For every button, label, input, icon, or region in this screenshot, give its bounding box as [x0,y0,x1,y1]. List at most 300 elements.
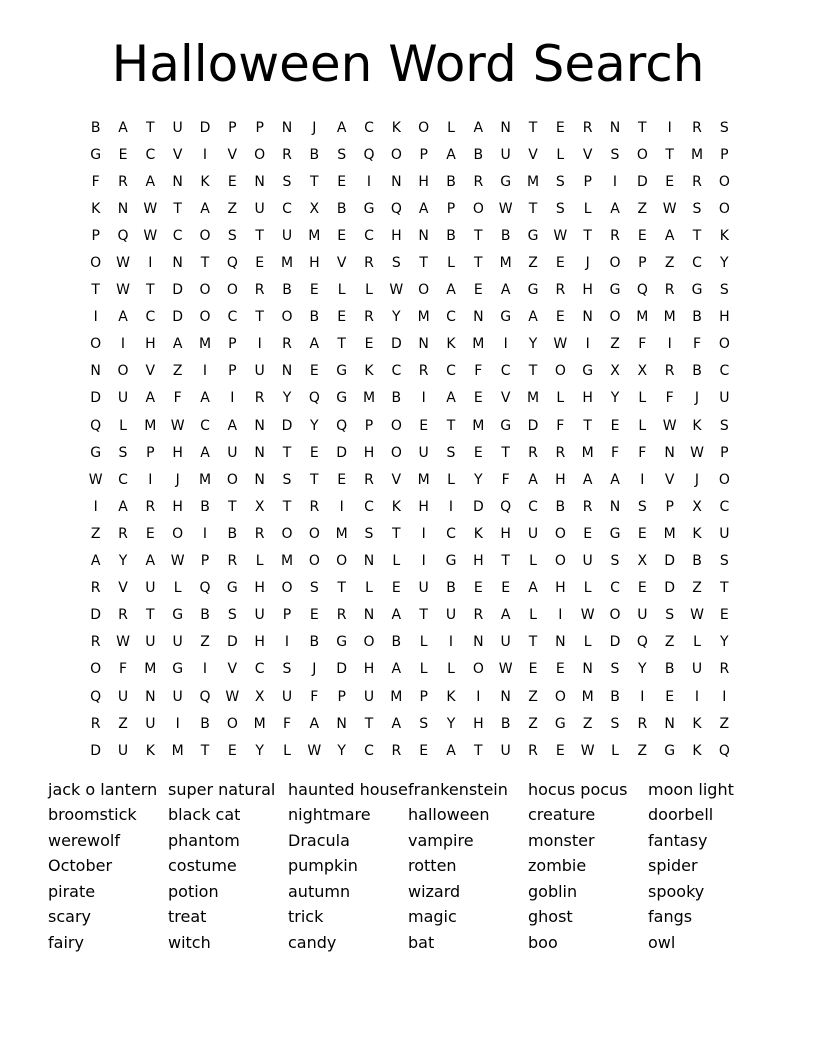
grid-cell: M [417,471,430,488]
grid-cell: W [662,200,677,217]
grid-cell: O [117,363,129,380]
grid-cell: O [281,309,293,326]
grid-cell: U [145,715,156,732]
grid-cell: W [580,607,595,624]
grid-cell: R [90,580,101,597]
grid-cell: Q [390,200,402,217]
grid-cell: E [337,471,347,488]
grid-cell: T [528,363,538,380]
grid-cell: I [421,390,426,407]
grid-row [82,385,738,412]
grid-cell: B [555,498,566,515]
grid-cell: K [692,525,702,542]
grid-cell: D [90,742,102,759]
grid-cell: B [336,200,347,217]
grid-cell: B [282,282,292,299]
word-list-item: goblin [528,881,578,901]
grid-cell: R [118,525,128,542]
grid-cell: I [230,390,235,407]
grid-cell: O [390,444,402,461]
word-list-item: werewolf [48,830,120,850]
grid-cell: O [199,282,211,299]
grid-cell: H [582,390,593,407]
grid-cell: A [391,715,402,732]
grid-cell: N [609,119,621,136]
grid-cell: E [255,255,265,272]
grid-cell: U [172,634,183,651]
grid-cell: M [390,688,403,705]
grid-cell: X [254,498,265,515]
grid-cell: M [663,309,676,326]
grid-cell: C [200,417,210,434]
grid-cell: U [254,607,265,624]
grid-cell: I [667,119,672,136]
grid-cell: C [145,309,156,326]
grid-cell: S [118,444,128,461]
grid-cell: J [694,471,700,488]
grid-cell: U [719,525,730,542]
grid-cell: C [446,525,456,542]
grid-cell: J [312,119,317,136]
grid-cell: R [118,607,128,624]
grid-cell: O [718,173,730,190]
grid-cell: M [253,715,266,732]
grid-cell: O [554,688,566,705]
grid-cell: G [90,146,102,163]
grid-cell: K [364,363,374,380]
grid-cell: E [419,417,429,434]
grid-cell: Y [720,634,729,651]
grid-cell: R [582,498,593,515]
grid-cell: T [200,255,210,272]
grid-cell: F [173,390,182,407]
grid-cell: K [473,525,483,542]
grid-cell: G [226,580,238,597]
grid-cell: A [309,336,320,353]
grid-cell: M [636,309,649,326]
grid-cell: F [310,688,319,705]
grid-cell: I [120,336,126,353]
grid-cell: C [446,309,456,326]
grid-cell: O [472,200,484,217]
grid-row [82,249,738,276]
grid-cell: A [145,390,156,407]
grid-cell: N [664,444,675,461]
grid-cell: I [366,173,372,190]
grid-cell: B [446,580,456,597]
grid-cell: T [720,580,729,597]
grid-cell: Z [200,634,210,651]
grid-cell: K [446,688,456,705]
grid-cell: L [392,553,401,570]
grid-cell: H [363,661,375,678]
grid-cell: R [364,471,374,488]
grid-cell: O [554,363,566,380]
word-list-item: trick [288,907,324,927]
grid-cell: B [692,363,702,380]
grid-cell: O [90,661,102,678]
grid-cell: P [255,119,264,136]
grid-cell: T [419,607,428,624]
grid-cell: W [116,282,130,299]
word-list-item: spider [648,856,698,876]
grid-cell: T [255,309,264,326]
grid-cell: M [499,255,512,272]
grid-cell: M [198,336,212,353]
grid-cell: N [609,498,621,515]
grid-cell: A [446,742,456,759]
grid-cell: Q [117,227,129,244]
grid-cell: L [556,390,565,407]
grid-cell: T [528,634,538,651]
grid-cell: M [581,688,594,705]
grid-cell: B [664,661,675,678]
grid-cell: V [528,146,538,163]
grid-cell: M [362,390,376,407]
grid-cell: O [281,525,293,542]
grid-cell: U [719,390,730,407]
grid-cell: W [690,607,704,624]
grid-cell: G [336,363,348,380]
grid-cell: C [118,471,128,488]
grid-cell: D [609,634,621,651]
grid-cell: M [280,553,294,570]
word-list-item: jack o lantern [48,779,158,799]
word-list-item: scary [48,907,91,927]
grid-cell: G [582,363,594,380]
grid-cell: C [254,661,265,678]
grid-cell: J [585,255,590,272]
grid-cell: A [200,390,210,407]
grid-cell: Q [199,580,211,597]
grid-cell: B [200,498,210,515]
grid-cell: W [307,742,322,759]
grid-cell: F [91,173,100,190]
grid-cell: N [582,661,593,678]
grid-cell: R [418,363,429,380]
grid-cell: O [90,336,102,353]
grid-cell: P [228,119,237,136]
grid-cell: F [692,336,702,353]
grid-cell: N [664,715,675,732]
grid-cell: P [337,688,346,705]
grid-cell: T [583,417,592,434]
grid-cell: M [144,417,157,434]
grid-cell: C [692,255,702,272]
grid-cell: G [336,634,348,651]
grid-cell: M [308,227,321,244]
grid-cell: E [637,227,647,244]
grid-cell: B [309,146,320,163]
word-list-item: zombie [528,856,587,876]
grid-cell: D [664,580,676,597]
grid-cell: P [364,417,374,434]
grid-cell: Z [582,715,593,732]
grid-cell: Y [638,661,647,678]
grid-row [82,656,738,683]
grid-cell: I [202,661,208,678]
grid-cell: O [226,715,238,732]
grid-cell: L [447,119,455,136]
grid-cell: Z [719,715,730,732]
grid-cell: S [719,417,729,434]
grid-cell: O [718,336,730,353]
grid-cell: T [228,498,237,515]
word-list-item: wizard [408,881,461,901]
grid-row [82,168,738,195]
grid-cell: E [665,173,675,190]
grid-cell: N [117,200,129,217]
grid-cell: S [665,607,675,624]
grid-cell: M [581,444,594,461]
grid-cell: R [664,282,675,299]
grid-cell: O [336,553,348,570]
grid-cell: G [500,417,512,434]
grid-cell: U [363,688,375,705]
grid-cell: G [527,282,539,299]
grid-cell: H [555,580,566,597]
grid-cell: W [225,688,240,705]
grid-cell: O [199,309,211,326]
grid-cell: P [146,444,155,461]
grid-cell: W [116,255,130,272]
grid-cell: R [309,498,320,515]
grid-cell: T [255,227,264,244]
grid-row [82,439,738,466]
grid-cell: U [418,580,429,597]
grid-cell: N [254,471,265,488]
grid-cell: E [145,525,155,542]
grid-cell: T [474,227,483,244]
grid-cell: Q [199,688,211,705]
grid-cell: X [637,363,648,380]
grid-cell: M [144,661,157,678]
grid-cell: N [555,634,566,651]
grid-cell: H [391,227,402,244]
grid-cell: N [582,309,593,326]
grid-cell: T [200,742,210,759]
grid-cell: L [447,255,455,272]
grid-cell: G [609,525,621,542]
grid-cell: L [583,580,592,597]
grid-cell: U [254,363,265,380]
grid-cell: S [419,715,429,732]
grid-cell: A [528,309,538,326]
grid-cell: N [418,336,429,353]
grid-cell: O [718,200,730,217]
word-list-item: halloween [408,805,490,825]
grid-cell: B [692,553,702,570]
grid-cell: Q [363,146,375,163]
grid-cell: O [418,282,430,299]
grid-cell: U [500,146,511,163]
grid-cell: W [498,200,513,217]
grid-cell: H [500,525,511,542]
grid-cell: S [391,255,401,272]
grid-cell: R [90,715,101,732]
grid-cell: W [143,227,158,244]
grid-cell: R [528,742,538,759]
grid-cell: W [88,471,103,488]
grid-cell: O [609,309,621,326]
grid-cell: T [474,255,483,272]
word-list-item: frankenstein [408,779,508,799]
grid-cell: I [339,498,344,515]
grid-cell: A [446,282,456,299]
grid-cell: M [171,742,184,759]
grid-cell: V [582,146,593,163]
grid-cell: C [528,498,538,515]
grid-cell: O [390,417,402,434]
grid-cell: P [91,227,100,244]
grid-cell: L [583,200,592,217]
grid-cell: A [309,715,320,732]
grid-cell: Y [720,255,729,272]
grid-cell: E [227,173,237,190]
grid-cell: S [337,146,347,163]
grid-cell: K [446,336,456,353]
word-list-item: spooky [648,881,705,901]
grid-cell: M [198,471,212,488]
grid-cell: N [172,255,183,272]
word-list-item: monster [528,830,595,850]
grid-cell: K [91,200,101,217]
word-list-item: Dracula [288,830,350,850]
grid-cell: Q [500,498,512,515]
grid-cell: Y [282,390,292,407]
grid-cell: R [610,227,620,244]
grid-cell: K [391,498,401,515]
grid-cell: R [555,282,566,299]
grid-cell: R [528,444,538,461]
grid-cell: R [145,498,156,515]
grid-cell: F [474,363,483,380]
grid-row [82,277,738,304]
grid-cell: Y [118,553,128,570]
grid-cell: H [309,255,320,272]
grid-cell: P [638,255,647,272]
grid-cell: L [365,282,373,299]
grid-cell: R [637,715,648,732]
grid-cell: S [637,498,647,515]
grid-cell: A [446,390,456,407]
grid-cell: I [93,309,98,326]
grid-cell: C [172,227,183,244]
grid-cell: C [227,309,238,326]
grid-cell: U [172,119,183,136]
grid-cell: P [419,688,428,705]
grid-cell: E [364,336,374,353]
grid-cell: N [473,309,484,326]
grid-cell: E [637,525,647,542]
grid-cell: E [309,363,319,380]
grid-cell: N [172,173,183,190]
word-list-item: ghost [528,907,573,927]
grid-cell: M [280,255,294,272]
grid-cell: C [500,363,511,380]
grid-cell: Z [664,255,675,272]
grid-cell: C [391,363,402,380]
grid-cell: R [364,255,374,272]
grid-cell: F [118,661,128,678]
grid-cell: Q [336,417,348,434]
grid-cell: L [638,390,647,407]
grid-cell: A [227,417,238,434]
grid-cell: I [202,363,208,380]
grid-cell: M [663,525,676,542]
grid-cell: R [364,309,374,326]
grid-cell: S [282,661,292,678]
grid-cell: T [665,146,674,163]
grid-cell: S [282,471,292,488]
word-list-item: October [48,856,113,876]
grid-cell: G [172,661,184,678]
grid-cell: M [335,525,348,542]
grid-cell: O [281,580,293,597]
grid-cell: P [446,200,456,217]
grid-cell: T [528,119,538,136]
grid-cell: A [118,309,128,326]
grid-cell: R [254,390,265,407]
grid-cell: T [310,173,319,190]
grid-cell: S [555,173,565,190]
grid-cell: L [583,634,592,651]
grid-cell: E [118,146,128,163]
grid-cell: S [364,525,374,542]
grid-cell: U [117,390,129,407]
grid-cell: P [200,553,210,570]
grid-cell: L [419,661,428,678]
grid-cell: V [500,390,511,407]
grid-cell: L [447,471,455,488]
grid-cell: Q [636,282,648,299]
grid-cell: D [336,661,348,678]
grid-cell: O [554,553,566,570]
grid-cell: N [500,688,511,705]
grid-cell: O [90,255,102,272]
grid-cell: E [391,580,401,597]
word-list-item: pirate [48,881,96,901]
grid-cell: G [172,607,184,624]
grid-row [82,141,738,168]
grid-cell: Y [528,336,538,353]
grid-cell: A [172,336,183,353]
grid-cell: H [418,173,429,190]
grid-cell: A [500,282,511,299]
grid-cell: T [337,336,346,353]
grid-cell: S [692,200,702,217]
grid-cell: K [692,715,702,732]
grid-cell: L [693,634,701,651]
grid-cell: L [611,742,619,759]
grid-cell: S [227,607,237,624]
grid-cell: N [145,688,156,705]
word-list-item: vampire [408,830,474,850]
grid-cell: U [582,553,593,570]
grid-cell: E [719,607,729,624]
grid-cell: A [473,119,484,136]
word-list-item: fairy [48,932,84,952]
grid-cell: N [363,607,375,624]
grid-cell: U [281,227,293,244]
grid-cell: I [640,471,645,488]
grid-row [82,195,738,222]
grid-cell: K [692,742,702,759]
grid-cell: D [172,282,184,299]
grid-cell: R [719,661,730,678]
grid-cell: D [336,444,348,461]
grid-cell: L [365,580,373,597]
